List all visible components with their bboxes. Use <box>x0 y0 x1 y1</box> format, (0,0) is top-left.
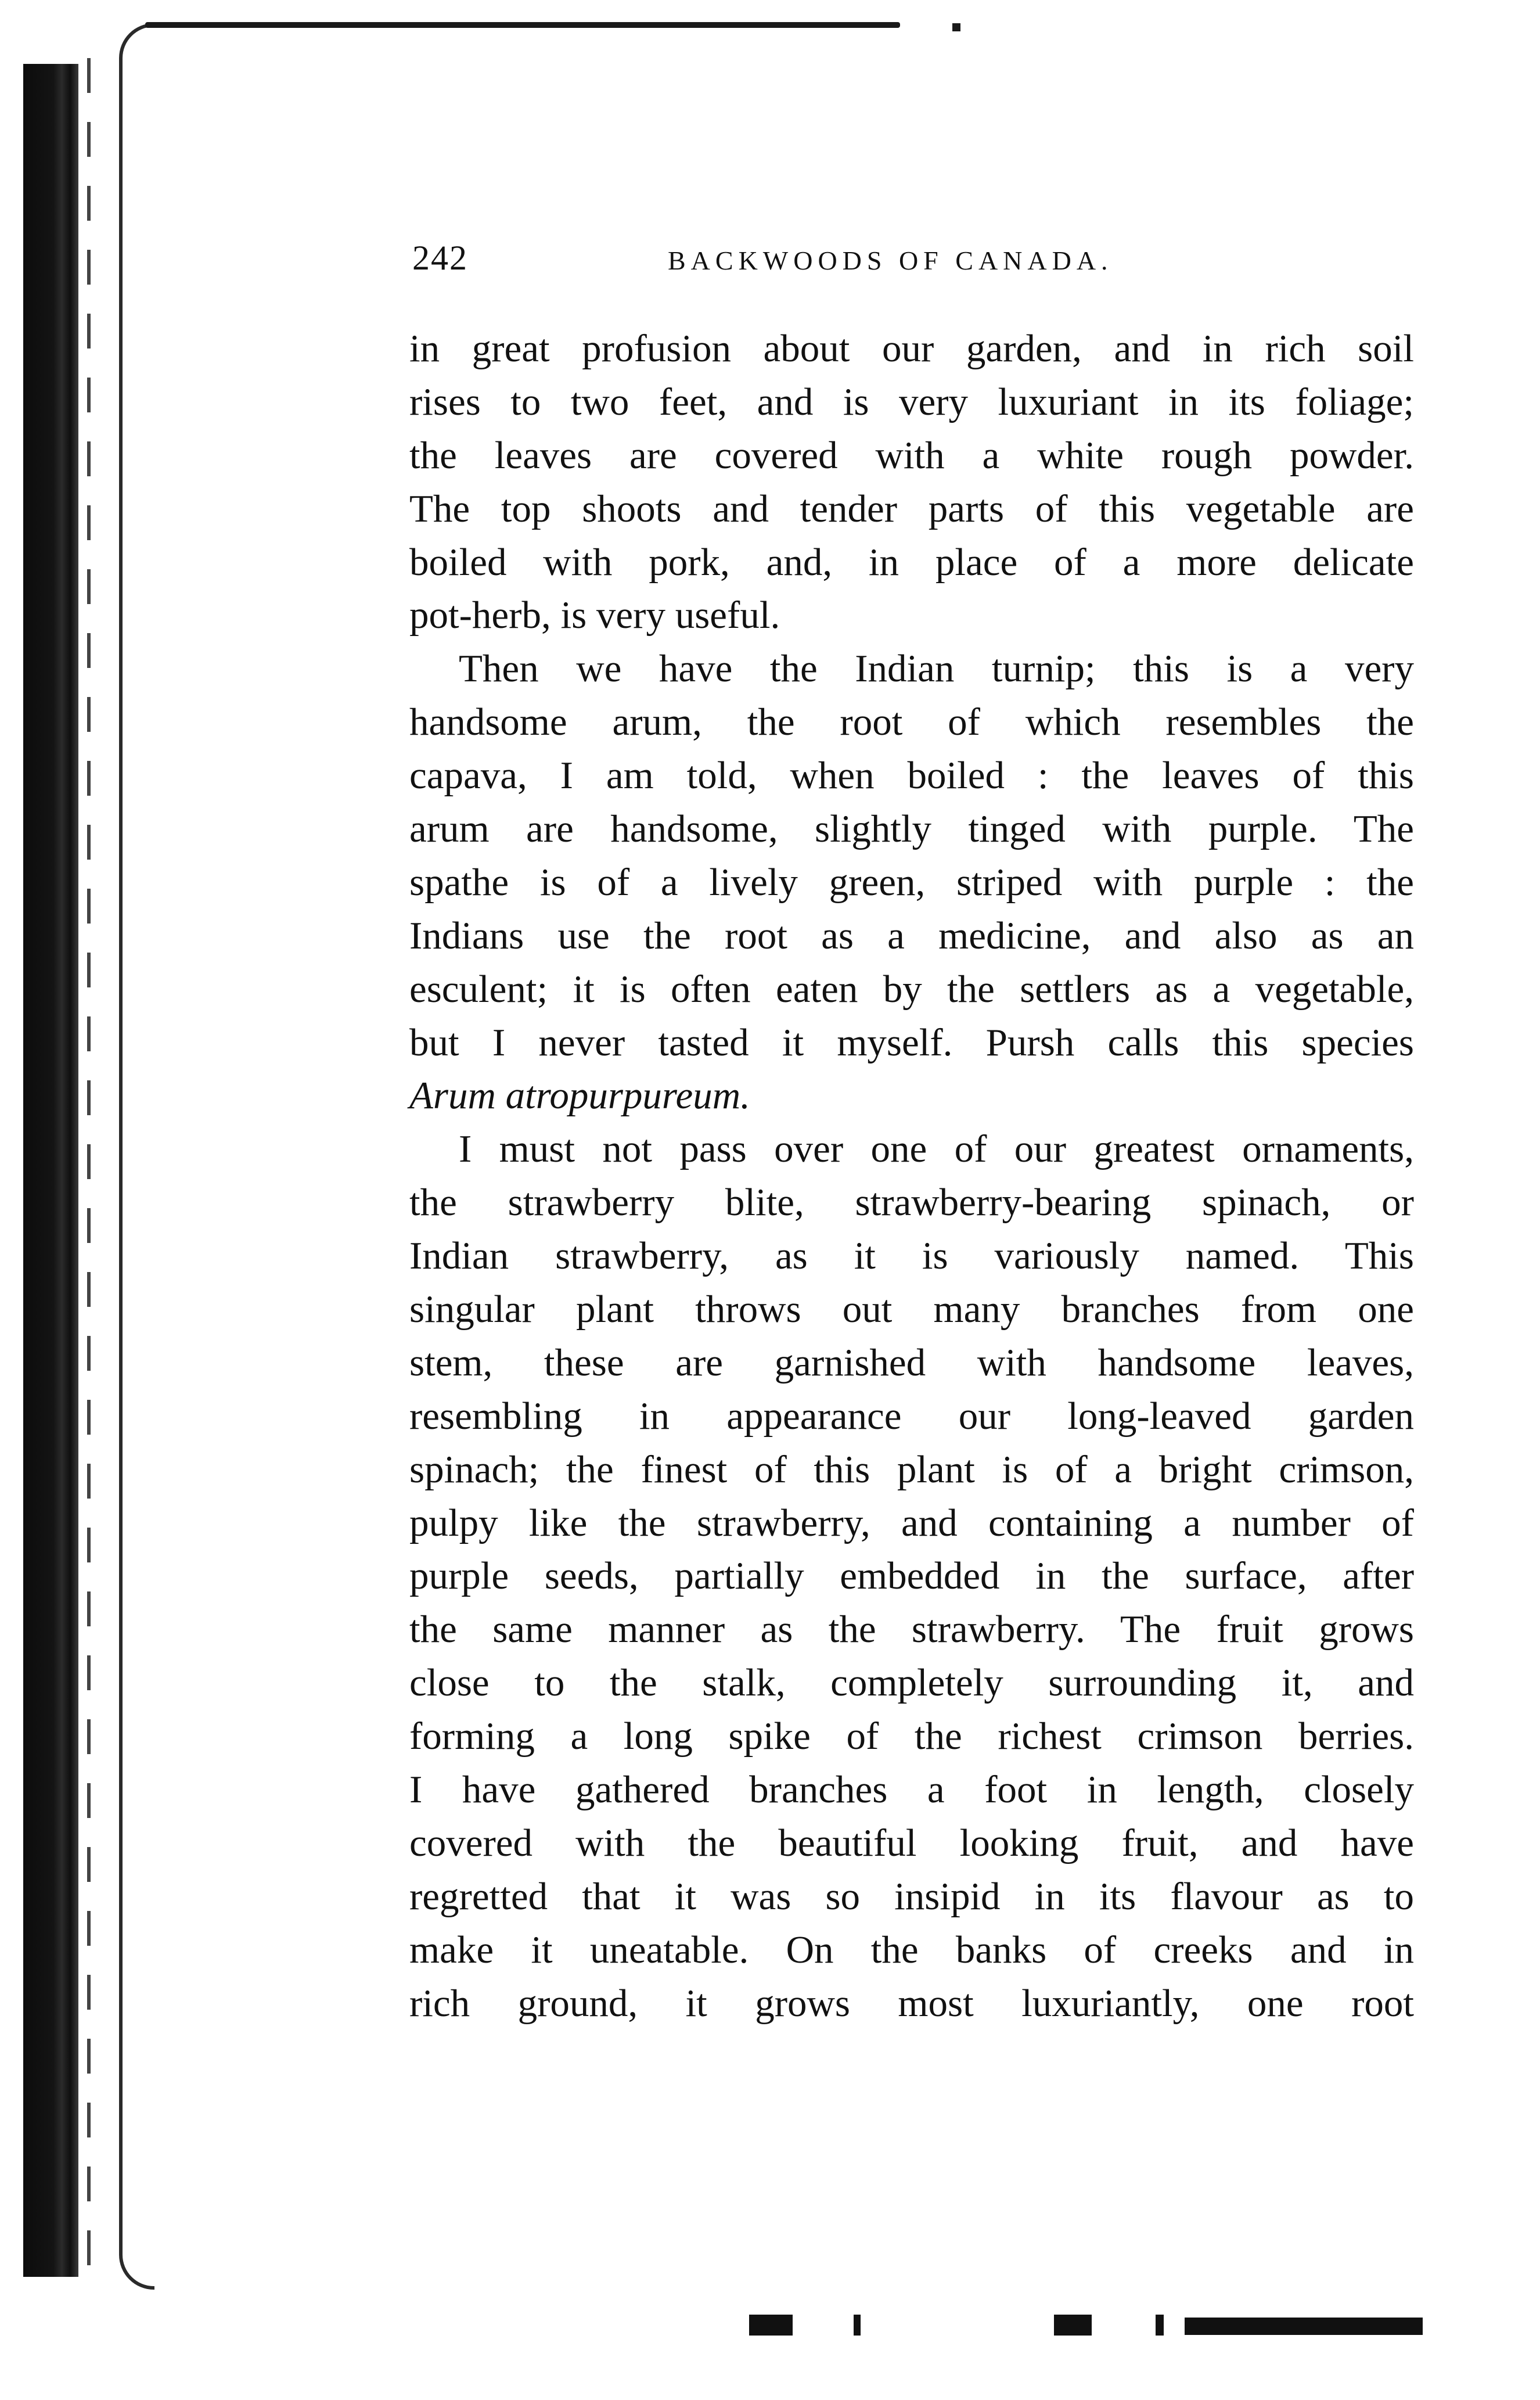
scan-speck <box>952 23 960 31</box>
text-line-italic: Arum atropurpureum. <box>409 1074 750 1118</box>
book-binding-shadow <box>23 64 78 2277</box>
text-line: resembling in appearance our long-leaved garden <box>409 1394 1414 1438</box>
text-line: covered with the beautiful looking fruit, and have <box>409 1821 1414 1864</box>
binding-edge <box>87 58 91 2265</box>
text-line: Indian strawberry, as it is variously named. This <box>409 1234 1414 1278</box>
running-head <box>412 238 1411 285</box>
text-line: I must not pass over one of our greatest ornaments, <box>459 1127 1414 1171</box>
text-line: esculent; it is often eaten by the settlers as a vegetable, <box>409 967 1414 1011</box>
page-number: 242 <box>412 239 468 277</box>
running-title: BACKWOODS OF CANADA. <box>668 246 1113 275</box>
text-line: rises to two feet, and is very luxuriant in its foliage; <box>409 380 1414 423</box>
text-line: arum are handsome, slightly tinged with purple. The <box>409 807 1414 851</box>
scan-bottom-mark <box>854 2315 861 2336</box>
text-line: in great profusion about our garden, and in rich soil <box>409 327 1414 370</box>
text-line: close to the stalk, completely surrounding it, and <box>409 1661 1414 1705</box>
scan-bottom-mark <box>1054 2315 1092 2336</box>
page-curl-border <box>119 23 154 2290</box>
text-line: the same manner as the strawberry. The fruit grows <box>409 1608 1414 1651</box>
text-line: spathe is of a lively green, striped with purple : the <box>409 860 1414 904</box>
text-line: regretted that it was so insipid in its flavour as to <box>409 1874 1414 1918</box>
page-body <box>409 322 1414 2031</box>
scan-bottom-mark <box>1156 2315 1164 2336</box>
text-line: boiled with pork, and, in place of a more delicate <box>409 540 1414 584</box>
text-line: stem, these are garnished with handsome leaves, <box>409 1341 1414 1384</box>
text-line: I have gathered branches a foot in length, closely <box>409 1768 1414 1812</box>
text-line: spinach; the finest of this plant is of a bright crimson, <box>409 1447 1414 1491</box>
text-line: forming a long spike of the richest crimson berries. <box>409 1715 1414 1758</box>
text-line: pot-herb, is very useful. <box>409 594 780 637</box>
text-line: make it uneatable. On the banks of creeks and in <box>409 1928 1414 1971</box>
text-line: Then we have the Indian turnip; this is a very <box>459 647 1414 691</box>
scan-top-edge <box>145 22 900 28</box>
text-line: rich ground, it grows most luxuriantly, one root <box>409 1981 1414 2025</box>
scan-bottom-mark <box>1185 2318 1423 2335</box>
text-line: the strawberry blite, strawberry-bearing spinach, or <box>409 1181 1414 1224</box>
text-line: capava, I am told, when boiled : the leaves of this <box>409 754 1414 797</box>
text-line: The top shoots and tender parts of this vegetable are <box>409 487 1414 530</box>
text-line: handsome arum, the root of which resembles the <box>409 700 1414 744</box>
text-line: Indians use the root as a medicine, and also as an <box>409 914 1414 957</box>
text-line: pulpy like the strawberry, and containing a number of <box>409 1501 1414 1544</box>
text-line: the leaves are covered with a white rough powder. <box>409 433 1414 477</box>
text-line: purple seeds, partially embedded in the surface, after <box>409 1554 1414 1598</box>
text-line: but I never tasted it myself. Pursh calls this species <box>409 1021 1414 1064</box>
scan-bottom-mark <box>749 2315 793 2336</box>
text-line: singular plant throws out many branches from one <box>409 1288 1414 1331</box>
